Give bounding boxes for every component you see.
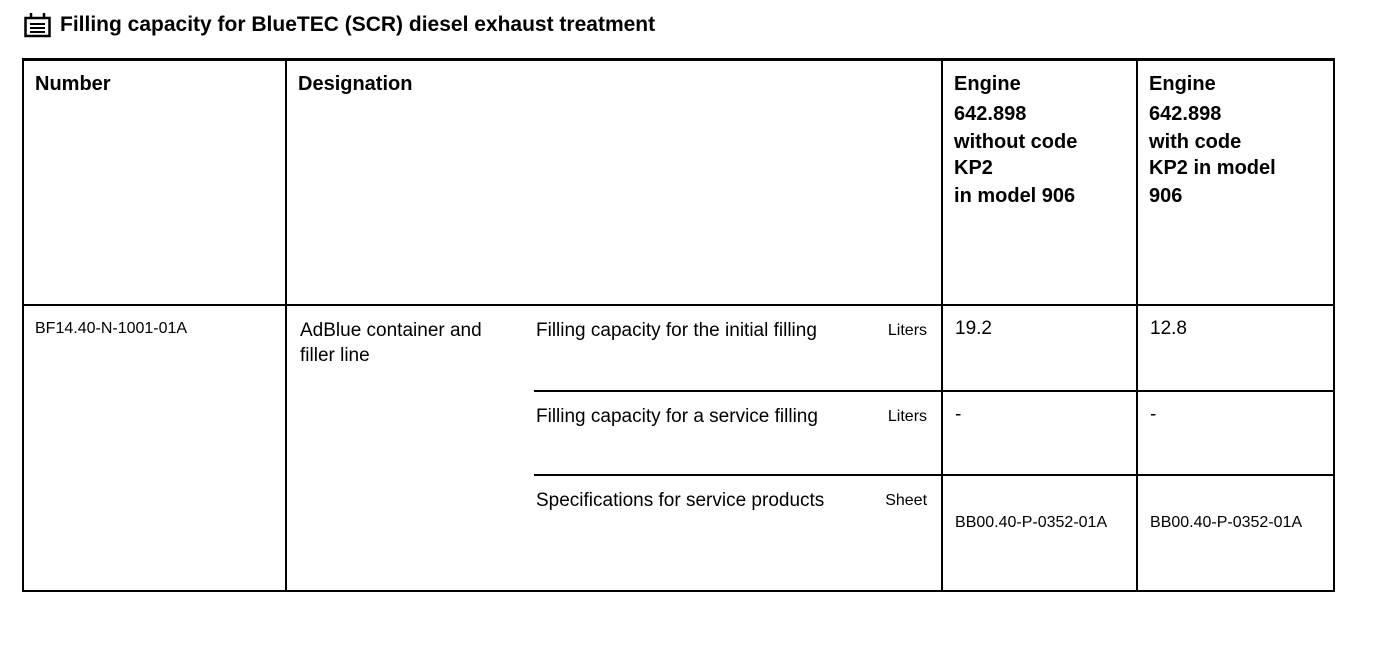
capacity-cell: [534, 305, 942, 391]
header-engine1-line: in model 906: [954, 185, 1076, 207]
sheet-reference-link[interactable]: BB00.40-P-0352-01A: [955, 513, 1108, 531]
capacity-label: Filling capacity for a service filling: [536, 405, 818, 427]
header-engine2-line: Engine: [1149, 73, 1216, 95]
document-list-icon: [24, 12, 52, 38]
part-number: BF14.40-N-1001-01A: [23, 305, 286, 591]
header-engine2-line: 906: [1149, 185, 1183, 207]
sheet-reference-link[interactable]: BB00.40-P-0352-01A: [1150, 513, 1303, 531]
value-engine1: [942, 475, 1137, 591]
designation-cell: [286, 305, 534, 591]
page-title: [24, 12, 655, 38]
title-text: Filling capacity for BlueTEC (SCR) diesel exhaust treatment: [60, 13, 656, 36]
header-engine-with-code: [1137, 60, 1334, 305]
designation-text: AdBlue container and filler line: [300, 319, 482, 366]
capacity-cell: [534, 391, 942, 475]
header-engine2-line: 642.898: [1149, 103, 1222, 125]
header-engine1-line: without code: [954, 131, 1078, 153]
value-engine1: -: [942, 391, 1137, 475]
header-engine1-line: Engine: [954, 73, 1021, 95]
header-engine-without-code: [942, 60, 1137, 305]
unit-label: Sheet: [885, 491, 928, 509]
header-engine2-line: with code: [1149, 131, 1242, 153]
value-engine2: 12.8: [1137, 305, 1334, 391]
value-engine2: -: [1137, 391, 1334, 475]
header-engine2-line: KP2 in model: [1149, 157, 1276, 179]
table-row: [23, 305, 1334, 391]
header-engine1-line: 642.898: [954, 103, 1027, 125]
value-engine2: [1137, 475, 1334, 591]
header-number: Number: [23, 60, 286, 305]
capacity-label: Filling capacity for the initial filling: [536, 319, 817, 341]
header-engine1-line: KP2: [954, 157, 993, 179]
capacity-cell: [534, 475, 942, 591]
unit-label: Liters: [887, 321, 928, 339]
capacity-label: Specifications for service products: [536, 489, 825, 511]
header-row: [23, 60, 1334, 305]
value-engine1: 19.2: [942, 305, 1137, 391]
unit-label: Liters: [887, 407, 928, 425]
header-designation: Designation: [286, 60, 942, 305]
filling-capacity-table: [22, 58, 1335, 592]
